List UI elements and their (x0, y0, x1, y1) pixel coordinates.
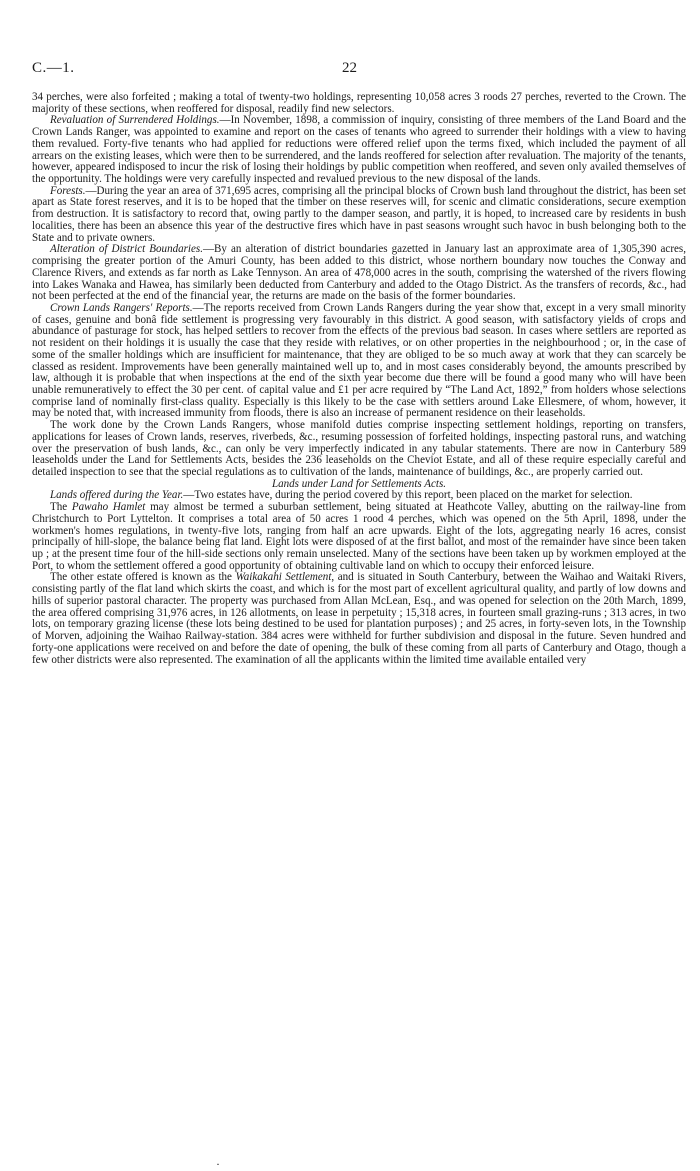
paragraph-pawaho-name: Pawaho Hamlet (71, 501, 146, 514)
paragraph-1 (32, 92, 686, 115)
paragraph-rangers-work (32, 420, 686, 479)
paragraph-boundaries-heading: Alteration of District Boundaries. (50, 243, 203, 256)
paragraph-rangers-reports-heading: Crown Lands Rangers' Reports. (50, 301, 193, 314)
body-text (32, 92, 686, 666)
page-header (32, 60, 686, 78)
paragraph-revaluation-text: —In November, 1898, a commission of inquiry, consisting of three members of the Land Board and the Crown Lands Ranger, was appointed to examine and report on the cases of tenants who agreed to surrender their holdings with a view to having them revalued. Forty-five tenants who had applied for reductions were offered relief upon the terms fixed, which included the payment of all arrears on the existing leases, which were then to be surrendered, and the lands reoffered for selection after revaluation. The majority of the tenants, however, appeared indisposed to incur the risk of losing their holdings by public competition when reoffered, and seven only availed themselves of the opportunity. The holdings were very carefully inspected and revalued previous to the new disposal of the lands. (32, 114, 687, 186)
paragraph-revaluation-heading: Revaluation of Surrendered Holdings. (50, 114, 220, 127)
paragraph-rangers-reports (32, 303, 686, 420)
document-code: C.—1. (32, 60, 75, 76)
page-number: 22 (342, 60, 357, 76)
paragraph-1-text: 34 perches, were also forfeited ; making a total of twenty-two holdings, representing 10,058 acres 3 roods 27 perches, reverted to the Crown. The majority of these sections, when reoffered for disposal, readily find new selectors. (32, 91, 686, 115)
paragraph-forests-heading: Forests. (50, 184, 86, 197)
paragraph-lands-offered-heading: Lands offered during the Year. (50, 489, 184, 502)
paragraph-waikakahi (32, 572, 686, 666)
paragraph-revaluation (32, 115, 686, 185)
section-heading: Lands under Land for Settlements Acts. (271, 477, 447, 490)
paragraph-waikakahi-text: , and is situated in South Canterbury, between the Waihao and Waitaki Rivers, consisting partly of the flat land which skirts the coast, and which is for the most part of excellent agricultural quality, and partly of low downs and hills of superior pastoral character. The property was purchased from Allan McLean, Esq., and was opened for selection on the 20th March, 1899, the area offered comprising 31,976 acres, in 126 allotments, on lease in perpetuity ; 15,318 acres, in fourteen small grazing-runs ; 313 acres, in two lots, on temporary grazing license (these lots being destined to be used for plantation purposes) ; and 25 acres, in forty-seven lots, in the Township of Morven, adjoining the Waihao Railway-station. 384 acres were withheld for further subdivision and disposal in the future. Seven hundred and forty-one applications were received on and before the date of opening, the bulk of these coming from all parts of Canterbury and Otago, though a few other districts were also represented. The examination of all the applicants within the limited time available entailed very (32, 571, 686, 666)
paragraph-forests (32, 186, 686, 245)
paragraph-waikakahi-pre: The other estate offered is known as the (50, 571, 236, 584)
paragraph-pawaho-pre: The (50, 501, 72, 514)
paragraph-forests-text: —During the year an area of 371,695 acres, comprising all the principal blocks of Crown bush land throughout the district, has been set apart as State forest reserves, and it is to be hoped that the timber on these reserves will, for scenic and climatic considerations, secure exemption from destruction. It is satisfactory to record that, owing partly to the damper season, and partly, it is hoped, to increased care by residents in bush localities, there has been an absence this year of the destructive fires which have in past seasons wrought such havoc in bush belonging both to the State and to private owners. (32, 184, 686, 244)
paragraph-waikakahi-name: Waikakahi Settlement (235, 571, 332, 584)
paragraph-boundaries (32, 244, 686, 303)
paragraph-boundaries-text: —By an alteration of district boundaries gazetted in January last an approximate area of 1,305,390 acres, comprising the greater portion of the Amuri County, has been added to this district, whose northern boundary now touches the Conway and Clarence Rivers, and extends as far north as Lake Tennyson. An area of 478,000 acres in the south, comprising the watershed of the rivers flowing into Lakes Wanaka and Hawea, has similarly been deducted from Canterbury and added to the Otago District. As the transfers of records, &c., had not been perfected at the end of the financial year, the returns are made on the basis of the former boundaries. (32, 243, 686, 303)
paragraph-lands-offered-text: —Two estates have, during the period covered by this report, been placed on the market for selection. (183, 489, 633, 502)
page-mark: · (216, 1157, 220, 1171)
paragraph-pawaho-text: may almost be termed a suburban settlement, being situated at Heathcote Valley, abutting on the railway-line from Christchurch to Port Lyttelton. It comprises a total area of 50 acres 1 rood 4 perches, which was opened on the 5th April, 1898, under the workmen's homes regulations, in twenty-five lots, ranging from half an acre upwards. Eight of the lots, aggregating nearly 16 acres, consist principally of hill-slope, the balance being flat land. Eight lots were disposed of at the first ballot, and most of the remainder have since been taken up ; at the present time four of the hill-side sections only remain unselected. Many of the sections have been taken up by workmen employed at the Port, to whom the settlement offered a good opportunity of obtaining cultivable land on which to occupy their enforced leisure. (32, 501, 687, 572)
paragraph-rangers-work-text: The work done by the Crown Lands Rangers, whose manifold duties comprise inspecting settlement holdings, reporting on transfers, applications for leases of Crown lands, reserves, riverbeds, &c., resuming possession of forfeited holdings, inspecting pastoral runs, and watching over the preservation of bush lands, &c., can only be very imperfectly indicated in any tabular statements. There are now in Canterbury 589 leaseholds under the Land for Settlements Acts, besides the 236 leaseholds on the Cheviot Estate, and all of these require especially careful and detailed inspection to see that the special regulations as to cultivation of the lands, maintenance of buildings, &c., are properly carried out. (32, 419, 686, 478)
paragraph-rangers-reports-text: —The reports received from Crown Lands Rangers during the year show that, except in a very small minority of cases, genuine and bonâ fide settlement is progressing very favourably in this district. A good season, with satisfactory yields of crops and abundance of pasturage for stock, has helped settlers to recover from the effects of the previous bad season. In cases where settlers are reported as not resident on their holdings it is usually the case that they reside with relatives, or on other properties in the neighbourhood ; or, in the case of some of the smaller holdings which are insufficient for maintenance, that they are obliged to be so much away at work that they can scarcely be classed as resident. Improvements have been generally maintained well up to, and in most cases considerably beyond, the amounts prescribed by law, although it is probable that when inspections at the end of the sixth year become due there will be found a good many who will have been unable remuneratively to effect the 30 per cent. of capital value and £1 per acre required by “The Land Act, 1892,” from holders whose selections comprise land of nominally first-class quality. Especially is this likely to be the case with settlers around Lake Ellesmere, of whom, however, it may be noted that, with increased immunity from floods, there is also an increase of permanent residence on their leaseholds. (32, 301, 686, 420)
paragraph-pawaho (32, 502, 686, 572)
